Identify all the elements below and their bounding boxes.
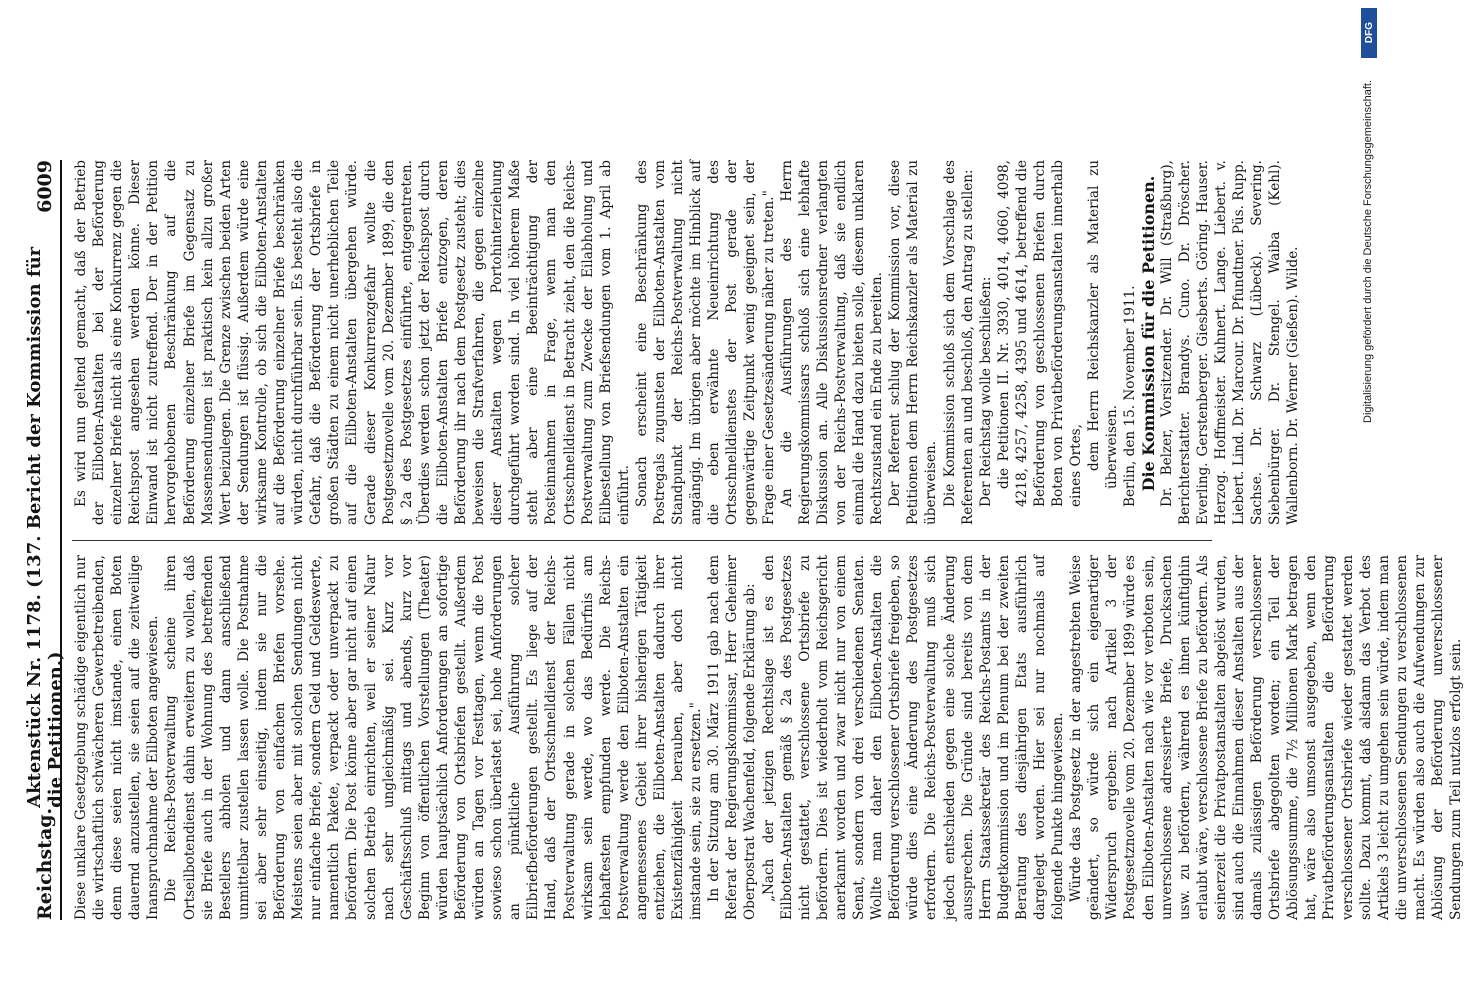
- paragraph: Es wird nun geltend gemacht, daß der Betrieb der Eilboten-Anstalten bei der Beförderung einzelner Briefe nicht als eine Konkurrenz gegen die Reichspost angesehen werden könne. Dieser Einwand ist nicht zutreffend. Der in der Petition hervorgehobenen Beschränkung auf die Beförderung einzelner Briefe im Gegensatz zu Massensendungen ist praktisch kein allzu großer Wert beizulegen. Die Grenze zwischen beiden Arten der Sendungen ist flüssig. Außerdem würde eine wirksame Kontrolle, ob sich die Eilboten-Anstalten auf die Beförderung einzelner Briefe beschränken würden, nicht durchführbar sein. Es besteht also die Gefahr, daß die Beförderung der Ortsbriefe in großen Städten zu einem nicht unerheblichen Teile auf die Eilboten-Anstalten übergehen würde. Gerade dieser Konkurrenzgefahr wollte die Postgesetznovelle vom 20. Dezember 1899, die den § 2a des Postgesetzes einführte, entgegentreten. Überdies werden schon jetzt der Reichspost durch die Eilboten-Anstalten Briefe entzogen, deren Beförderung ihr nach dem Postgesetz zusteht; dies beweisen die Strafverfahren, die gegen einzelne dieser Anstalten wegen Portohinterziehung durchgeführt worden sind. In viel höherem Maße steht aber eine Beeinträchtigung der Posteinnahmen in Frage, wenn man den Ortsschnelldienst in Betracht zieht, den die Reichs-Postverwaltung zum Zwecke der Eilabholung und Eilbestellung von Briefsendungen vom 1. April ab einführt.: [73, 160, 632, 525]
- dfg-logo: [1361, 8, 1377, 58]
- page-number: 6009: [34, 160, 56, 213]
- paragraph: Diese unklare Gesetzgebung schädige eigentlich nur die wirtschaftlich schwächeren Gewerbetreibenden, denn diese seien nicht imstande, einen Boten dauernd anzustellen, sie seien auf die zeitweilige Inanspruchnahme der Eilboten angewiesen.: [73, 555, 162, 920]
- dfg-logo-text: DFG: [1363, 22, 1375, 44]
- paragraph: In der Sitzung am 30. März 1911 gab nach dem Referat der Regierungskommissar, Herr Geheimer Oberpostrat Wachenfeld, folgende Erklärung ab:: [706, 555, 759, 920]
- paragraph: Würde das Postgesetz in der angestrebten Weise geändert, so würde sich ein eigenartiger Widerspruch ergeben: nach Artikel 3 der Postgesetznovelle vom 20. Dezember 1899 würde es den Eilboten-Anstalten nach wie vor verboten sein, unverschlossene adressierte Briefe, Drucksachen usw. zu befördern, während es ihnen künftighin erlaubt wäre, verschlossene Briefe zu befördern. Als seinerzeit die Privatpostanstalten abgelöst wurden, sind auch die Einnahmen dieser Anstalten aus der damals zulässigen Beförderung verschlossener Ortsbriefe abgegolten worden; ein Teil der Ablösungssumme, die 7½ Millionen Mark betragen hat, wäre also umsonst ausgegeben, wenn den Privatbeförderungsanstalten die Beförderung verschlossener Ortsbriefe wieder gestattet werden sollte. Dazu kommt, daß alsdann das Verbot des Artikels 3 leicht zu umgehen sein würde, indem man die unverschlossenen Sendungen zu verschlossenen macht. Es würden also auch die Aufwendungen zur Ablösung der Beförderung unverschlossener Sendungen zum Teil nutzlos erfolgt sein.: [1068, 555, 1465, 920]
- page-header: [24, 160, 66, 920]
- paragraph: Die Kommission schloß sich dem Vorschlage des Referenten an und beschloß, den Antrag zu stellen:: [941, 160, 976, 525]
- paragraph: An die Ausführungen des Herrn Regierungskommissars schloß sich eine lebhafte Diskussion an. Alle Diskussionsredner verlangten von der Reichs-Postverwaltung, daß sie endlich einmal die Hand dazu bieten solle, diesem unklaren Rechtszustand ein Ende zu bereiten.: [778, 160, 886, 525]
- header-left: Reichstag.: [34, 807, 56, 920]
- commission-title: Die Kommission für die Petitionen.: [1138, 175, 1158, 492]
- header-title: Aktenstück Nr. 1178. (137. Bericht der Kommission für die Petitionen.): [24, 246, 66, 808]
- right-column: [72, 160, 1302, 525]
- paragraph: Der Referent schlug der Kommission vor, diese Petitionen dem Herrn Reichskanzler als Material zu überweisen.: [887, 160, 940, 525]
- resolution-intro: Der Reichstag wolle beschließen:: [977, 276, 994, 507]
- resolution-text: dem Herrn Reichskanzler als Material zu überweisen.: [1086, 160, 1121, 489]
- paragraph: Sonach erscheint eine Beschränkung des Postregals zugunsten der Eilboten-Anstalten vom Standpunkt der Reichs-Postverwaltung nicht angängig. Im übrigen aber möchte im Hinblick auf die eben erwähnte Neueinrichtung des Ortsschnelldienstes der Post gerade der gegenwärtige Zeitpunkt wenig geeignet sein, der Frage einer Gesetzesänderung näher zu treten.": [633, 160, 777, 525]
- paragraph: Die Reichs-Postverwaltung scheine ihren Ortseilbotendienst dahin erweitern zu wollen, daß sie Briefe auch in der Wohnung des betreffenden Bestellers abholen und dann anschließend unmittelbar zustellen lassen wolle. Die Postnahme sei aber sehr einseitig, indem sie nur die Beförderung von einfachen Briefen vorsehe. Meistens seien aber mit solchen Sendungen nicht nur einfache Briefe, sondern Geld und Geldeswerte, namentlich Pakete, verpackt oder unverpackt zu befördern. Die Post könne aber gar nicht auf einen solchen Betrieb einrichten, weil er seiner Natur nach sehr ungleichmäßig sei. Kurz vor Geschäftsschluß mittags und abends, kurz vor Beginn von öffentlichen Vorstellungen (Theater) würden hauptsächlich Anforderungen an sofortige Beförderung von Ortsbriefen gestellt. Außerdem würden an Tagen vor Festtagen, wenn die Post sowieso schon überlastet sei, hohe Anforderungen an pünktliche Ausführung solcher Eilbriefbeförderungen gestellt. Es liege auf der Hand, daß der Ortsschnelldienst der Reichs-Postverwaltung gerade in solchen Fällen nicht wirksam sein werde, wo das Bedürfnis am lebhaftesten empfunden werde. Die Reichs-Postverwaltung werde den Eilboten-Anstalten ein angemessenes Gebiet ihrer bisherigen Tätigkeit entziehen, die Eilboten-Anstalten dadurch ihrer Existenzfähigkeit berauben, aber doch nicht imstande sein, sie zu ersetzen.": [163, 555, 705, 920]
- left-column: [72, 555, 1465, 920]
- signature-date: Berlin, den 15. November 1911.: [1122, 285, 1139, 507]
- resolution-text: die Petitionen II. Nr. 3930, 4014, 4060, 4098, 4218, 4257, 4258, 4395 und 4614, betreffend die Beförderung von geschlossenen Briefen durch Boten von Privatbeförderungsanstalten innerhalb eines Ortes,: [995, 160, 1085, 507]
- column-divider: [72, 540, 1212, 541]
- commission-members: Dr. Belzer, Vorsitzender. Dr. Will (Straßburg), Berichterstatter. Brandys. Cuno. Dr. Dröscher. Everling. Gerstenberger. Giesberts. Göring. Hauser. Herzog. Hoffmeister. Kuhnert. Lange. Liebert. v. Liebert. Lind. Dr. Marcour. Dr. Pfundtner. Püs. Rupp. Sachse. Dr. Schwarz (Lübeck). Severing. Siebenbürger. Dr. Stengel. Waiba (Kehl). Wallenborn. Dr. Werner (Gießen). Wilde.: [1158, 160, 1302, 525]
- digitization-credit: Digitalisierung gefördert durch die Deutsche Forschungsgemeinschaft.: [1362, 80, 1374, 424]
- paragraph: „Nach der jetzigen Rechtslage ist es den Eilboten-Anstalten gemäß § 2a des Postgesetzes nicht gestattet, verschlossene Ortsbriefe zu befördern. Dies ist wiederholt vom Reichsgericht anerkannt worden und zwar nicht nur von einem Senat, sondern von drei verschiedenen Senaten. Wollte man daher den Eilboten-Anstalten die Beförderung verschlossener Ortsbriefe freigeben, so würde dies eine Änderung des Postgesetzes erfordern. Die Reichs-Postverwaltung muß sich jedoch entschieden gegen eine solche Änderung aussprechen. Die Gründe sind bereits von dem Herrn Staatssekretär des Reichs-Postamts in der Budgetkommission und im Plenum bei der zweiten Beratung des diesjährigen Etats ausführlich dargelegt worden. Hier sei nur nochmals auf folgende Punkte hingewiesen.: [760, 555, 1067, 920]
